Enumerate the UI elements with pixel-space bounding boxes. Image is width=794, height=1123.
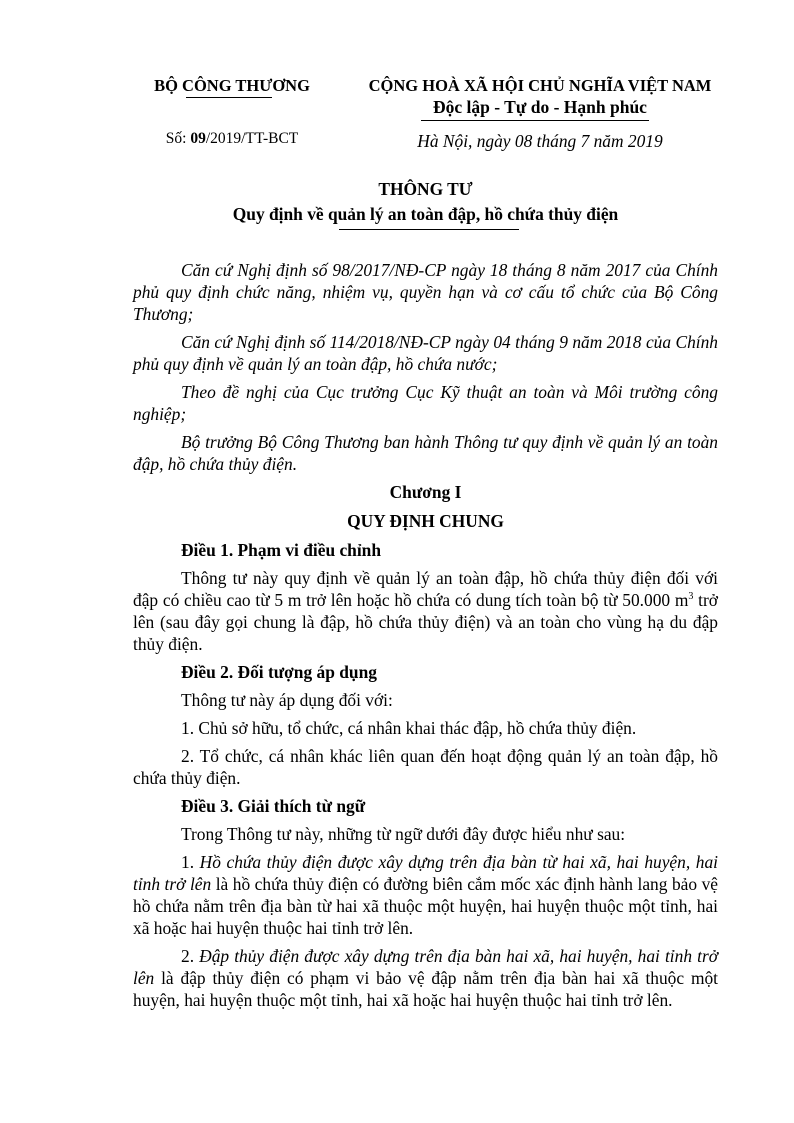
doc-number-suffix: /2019/TT-BCT bbox=[205, 130, 299, 147]
article-1-text bbox=[133, 567, 718, 655]
article-3-item-1 bbox=[133, 851, 718, 939]
chapter-number: Chương I bbox=[389, 482, 462, 502]
document-subject: Quy định về quản lý an toàn đập, hồ chứa thủy điện bbox=[232, 204, 619, 224]
cubic-superscript: 3 bbox=[688, 591, 694, 603]
document-body bbox=[133, 259, 718, 1017]
article-3-intro: Trong Thông tư này, những từ ngữ dưới đây được hiểu như sau: bbox=[181, 824, 626, 844]
article-1-text-a: Thông tư này quy định về quản lý an toàn đập, hồ chứa thủy điện đối với đập có chiều cao từ 5 m trở lên hoặc hồ chứa có dung tích toàn bộ từ 50.000 m bbox=[133, 568, 718, 610]
doc-number-prefix: Số: bbox=[165, 130, 191, 147]
motto-underline bbox=[421, 120, 649, 121]
article-1-text-b: trở lên (sau đây gọi chung là đập, hồ chứa thủy điện) và an toàn cho vùng hạ du đập thủy điện. bbox=[133, 590, 718, 654]
article-1-heading: Điều 1. Phạm vi điều chỉnh bbox=[181, 540, 382, 560]
chapter-name: QUY ĐỊNH CHUNG bbox=[347, 511, 504, 531]
doc-number-bold: 09 bbox=[190, 130, 206, 147]
preamble-paragraph: Căn cứ Nghị định số 98/2017/NĐ-CP ngày 18 tháng 8 năm 2017 của Chính phủ quy định chức năng, nhiệm vụ, quyền hạn và cơ cấu tổ chức của Bộ Công Thương; bbox=[133, 260, 718, 324]
article-2-heading: Điều 2. Đối tượng áp dụng bbox=[181, 662, 377, 682]
item-1-number: 1. bbox=[181, 852, 200, 872]
article-3-item-2 bbox=[133, 945, 718, 1011]
preamble-paragraph: Bộ trưởng Bộ Công Thương ban hành Thông tư quy định về quản lý an toàn đập, hồ chứa thủy điện. bbox=[133, 432, 718, 474]
article-2-item-1: 1. Chủ sở hữu, tổ chức, cá nhân khai thác đập, hồ chứa thủy điện. bbox=[181, 718, 637, 738]
item-1-definition: là hồ chứa thủy điện có đường biên cắm mốc xác định hành lang bảo vệ hồ chứa nằm trên địa bàn từ hai xã thuộc một huyện, hai huyện thuộc một tỉnh, hai xã hoặc hai huyện thuộc hai tỉnh trở lên. bbox=[133, 874, 718, 938]
place-and-date: Hà Nội, ngày 08 tháng 7 năm 2019 bbox=[417, 131, 663, 151]
country-name: CỘNG HOÀ XÃ HỘI CHỦ NGHĨA VIỆT NAM bbox=[368, 76, 712, 95]
article-3-heading: Điều 3. Giải thích từ ngữ bbox=[181, 796, 366, 816]
item-2-definition: là đập thủy điện có phạm vi bảo vệ đập nằm trên địa bàn hai xã thuộc một huyện, hai huyện thuộc một tỉnh, hai xã hoặc hai huyện thuộc hai tỉnh trở lên. bbox=[133, 968, 718, 1010]
item-1-term: Hồ chứa thủy điện được xây dựng trên địa bàn từ hai xã, hai huyện, hai tỉnh trở lên bbox=[133, 852, 718, 894]
article-2-item-2: 2. Tổ chức, cá nhân khác liên quan đến hoạt động quản lý an toàn đập, hồ chứa thủy điện. bbox=[133, 746, 718, 788]
item-2-number: 2. bbox=[181, 946, 200, 966]
document-number bbox=[128, 130, 336, 148]
article-2-intro: Thông tư này áp dụng đối với: bbox=[181, 690, 393, 710]
issuing-agency: BỘ CÔNG THƯƠNG bbox=[154, 76, 310, 95]
document-type: THÔNG TƯ bbox=[378, 179, 473, 199]
item-2-term: Đập thủy điện được xây dựng trên địa bàn hai xã, hai huyện, hai tỉnh trở lên bbox=[133, 946, 718, 988]
national-motto: Độc lập - Tự do - Hạnh phúc bbox=[433, 97, 647, 117]
preamble-paragraph: Theo đề nghị của Cục trưởng Cục Kỹ thuật an toàn và Môi trường công nghiệp; bbox=[133, 382, 718, 424]
title-underline bbox=[339, 229, 519, 230]
agency-underline bbox=[186, 97, 272, 98]
preamble-paragraph: Căn cứ Nghị định số 114/2018/NĐ-CP ngày 04 tháng 9 năm 2018 của Chính phủ quy định về quản lý an toàn đập, hồ chứa nước; bbox=[133, 332, 718, 374]
